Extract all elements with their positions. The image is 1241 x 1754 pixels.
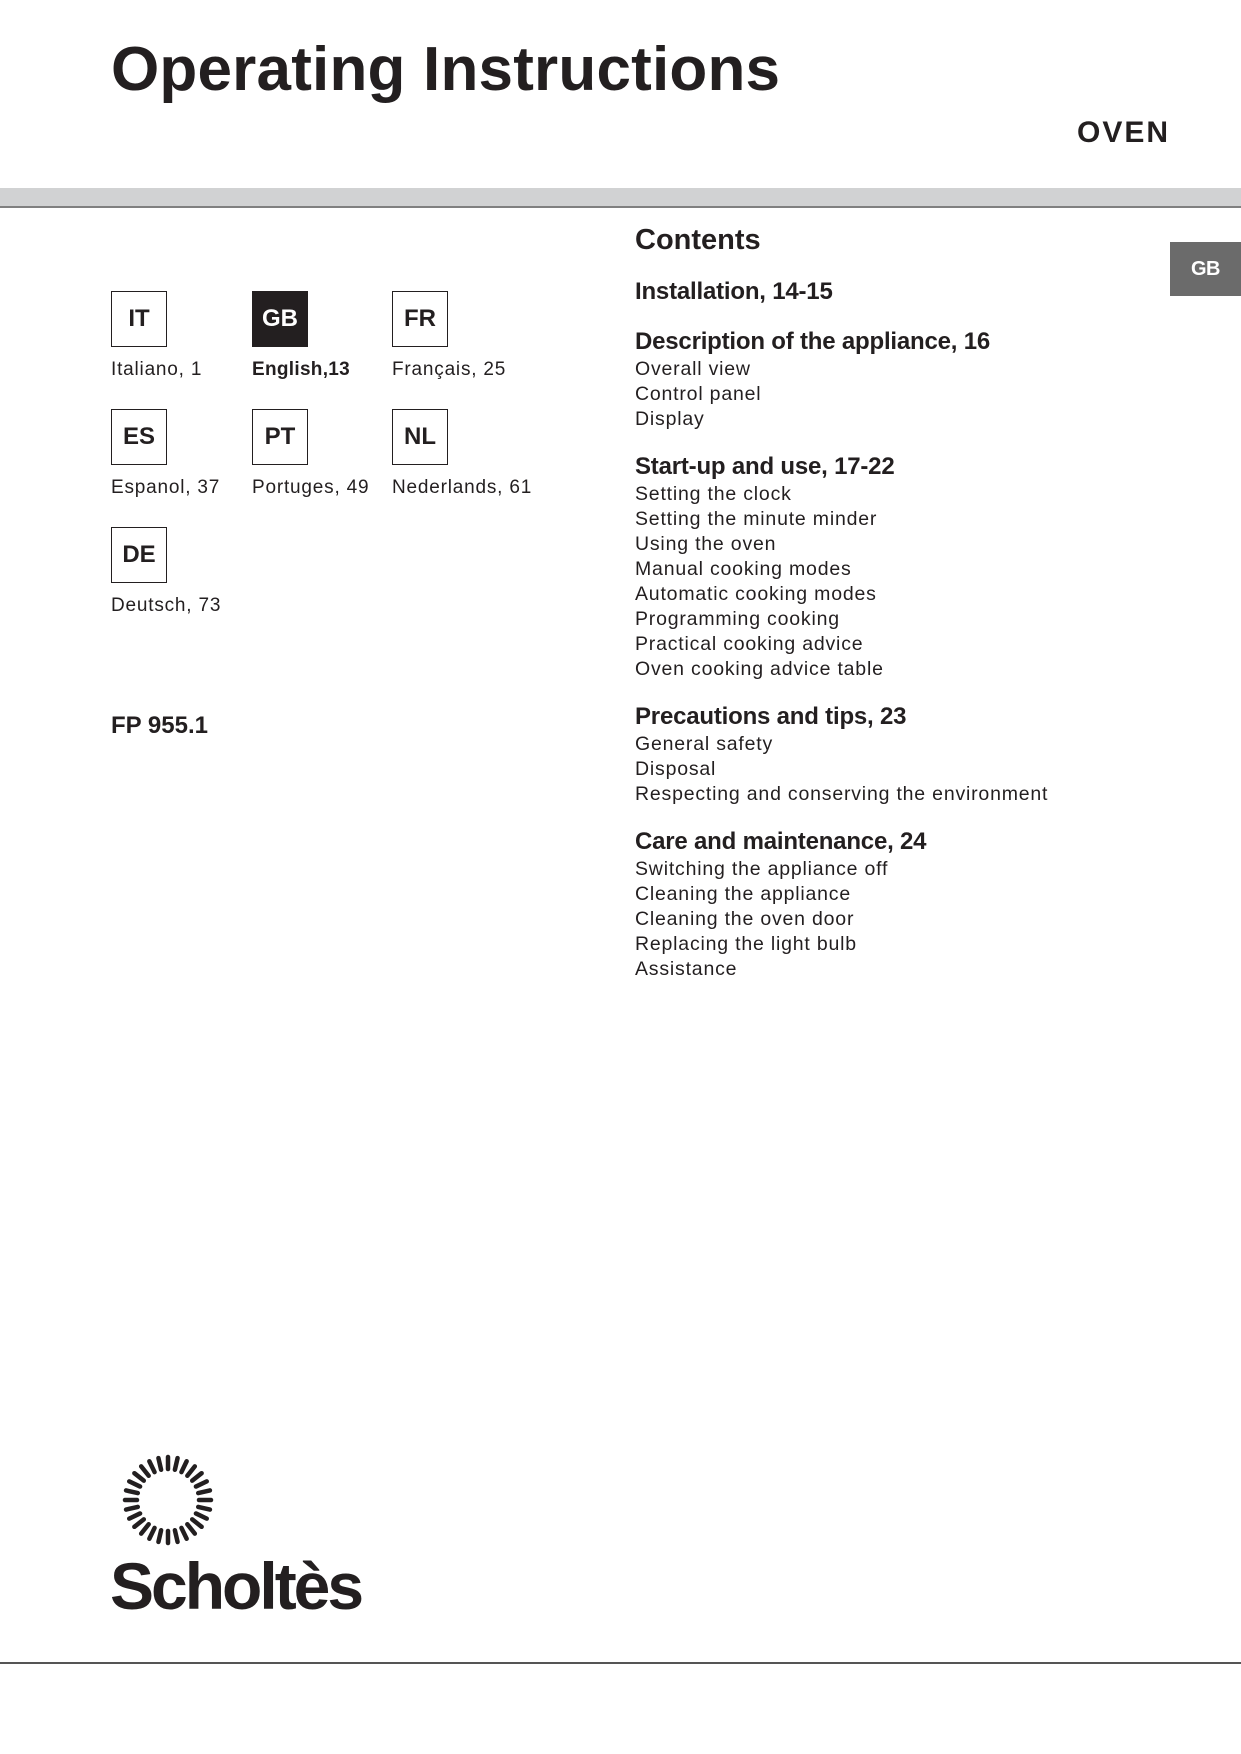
section-heading[interactable]: Description of the appliance, 16 xyxy=(635,328,991,355)
contents-title: Contents xyxy=(635,224,761,256)
contents-item[interactable]: Respecting and conserving the environment xyxy=(635,783,1049,805)
contents-item[interactable]: Cleaning the appliance xyxy=(635,883,851,905)
sunburst-ray xyxy=(141,1466,148,1475)
sunburst-ray xyxy=(126,1490,138,1493)
sunburst-ray xyxy=(158,1458,161,1470)
language-label: Nederlands, 61 xyxy=(392,477,533,498)
table-of-contents xyxy=(635,224,1155,1002)
contents-item[interactable]: Automatic cooking modes xyxy=(635,583,877,605)
contents-item[interactable]: Switching the appliance off xyxy=(635,858,889,880)
contents-item[interactable]: Practical cooking advice xyxy=(635,633,864,655)
sunburst-ray xyxy=(175,1458,178,1470)
sunburst-ray xyxy=(187,1466,194,1475)
language-label: Français, 25 xyxy=(392,359,507,380)
sunburst-ray xyxy=(187,1524,194,1533)
contents-item[interactable]: Cleaning the oven door xyxy=(635,908,855,930)
contents-item[interactable]: Display xyxy=(635,408,705,430)
sunburst-ray xyxy=(198,1507,210,1510)
sunburst-ray xyxy=(175,1530,178,1542)
sunburst-ray xyxy=(181,1461,186,1472)
model-number: FP 955.1 xyxy=(111,712,208,739)
sunburst-ray xyxy=(198,1490,210,1493)
sunburst-ray xyxy=(181,1528,186,1539)
language-es[interactable] xyxy=(111,409,271,499)
language-label: English,13 xyxy=(252,359,351,380)
footer-rule xyxy=(0,1662,1241,1664)
contents-item[interactable]: Replacing the light bulb xyxy=(635,933,857,955)
section-heading[interactable]: Start-up and use, 17-22 xyxy=(635,453,895,480)
language-nl[interactable] xyxy=(392,409,552,499)
contents-section-precautions xyxy=(635,702,1155,807)
sunburst-ray xyxy=(129,1481,140,1486)
language-code-box: FR xyxy=(392,291,448,347)
contents-item[interactable]: Programming cooking xyxy=(635,608,840,630)
contents-section-care xyxy=(635,827,1155,982)
section-heading[interactable]: Installation, 14-15 xyxy=(635,278,833,305)
contents-item[interactable]: Oven cooking advice table xyxy=(635,658,884,680)
language-code-box: GB xyxy=(252,291,308,347)
language-fr[interactable] xyxy=(392,291,552,381)
language-label: Italiano, 1 xyxy=(111,359,203,380)
contents-item[interactable]: Disposal xyxy=(635,758,717,780)
section-heading[interactable]: Care and maintenance, 24 xyxy=(635,828,927,855)
contents-item[interactable]: Setting the clock xyxy=(635,483,792,505)
contents-section-startup xyxy=(635,452,1155,682)
sunburst-ray xyxy=(196,1481,207,1486)
contents-item[interactable]: Using the oven xyxy=(635,533,777,555)
language-code-box: PT xyxy=(252,409,308,465)
contents-section-description xyxy=(635,327,1155,432)
language-gb[interactable] xyxy=(252,291,412,381)
language-code-box: IT xyxy=(111,291,167,347)
language-de[interactable] xyxy=(111,527,271,617)
contents-item[interactable]: General safety xyxy=(635,733,774,755)
language-label: Espanol, 37 xyxy=(111,477,221,498)
sunburst-ray xyxy=(126,1507,138,1510)
contents-item[interactable]: Control panel xyxy=(635,383,762,405)
section-heading[interactable]: Precautions and tips, 23 xyxy=(635,703,907,730)
contents-item[interactable]: Overall view xyxy=(635,358,751,380)
language-code-box: NL xyxy=(392,409,448,465)
language-code-box: DE xyxy=(111,527,167,583)
page-title: Operating Instructions xyxy=(111,35,781,104)
language-it[interactable] xyxy=(111,291,271,381)
contents-section-installation xyxy=(635,277,1155,307)
sunburst-ray xyxy=(192,1473,201,1480)
sunburst-ray xyxy=(149,1528,154,1539)
sunburst-ray xyxy=(192,1519,201,1526)
sunburst-ray xyxy=(129,1513,140,1518)
brand-logo: Scholtès xyxy=(110,1549,362,1623)
product-type: OVEN xyxy=(1077,116,1171,149)
sunburst-ray xyxy=(149,1461,154,1472)
language-pt[interactable] xyxy=(252,409,412,499)
language-label: Deutsch, 73 xyxy=(111,595,222,616)
sunburst-ray xyxy=(158,1530,161,1542)
language-label: Portuges, 49 xyxy=(252,477,370,498)
sunburst-ray xyxy=(141,1524,148,1533)
header-band xyxy=(0,188,1241,208)
language-code-box: ES xyxy=(111,409,167,465)
contents-item[interactable]: Manual cooking modes xyxy=(635,558,852,580)
sunburst-ray xyxy=(134,1519,143,1526)
sunburst-logo-icon xyxy=(108,1448,228,1563)
sunburst-ray xyxy=(134,1473,143,1480)
language-side-tab[interactable]: GB xyxy=(1170,242,1241,296)
sunburst-ray xyxy=(196,1513,207,1518)
contents-item[interactable]: Assistance xyxy=(635,958,738,980)
contents-item[interactable]: Setting the minute minder xyxy=(635,508,878,530)
